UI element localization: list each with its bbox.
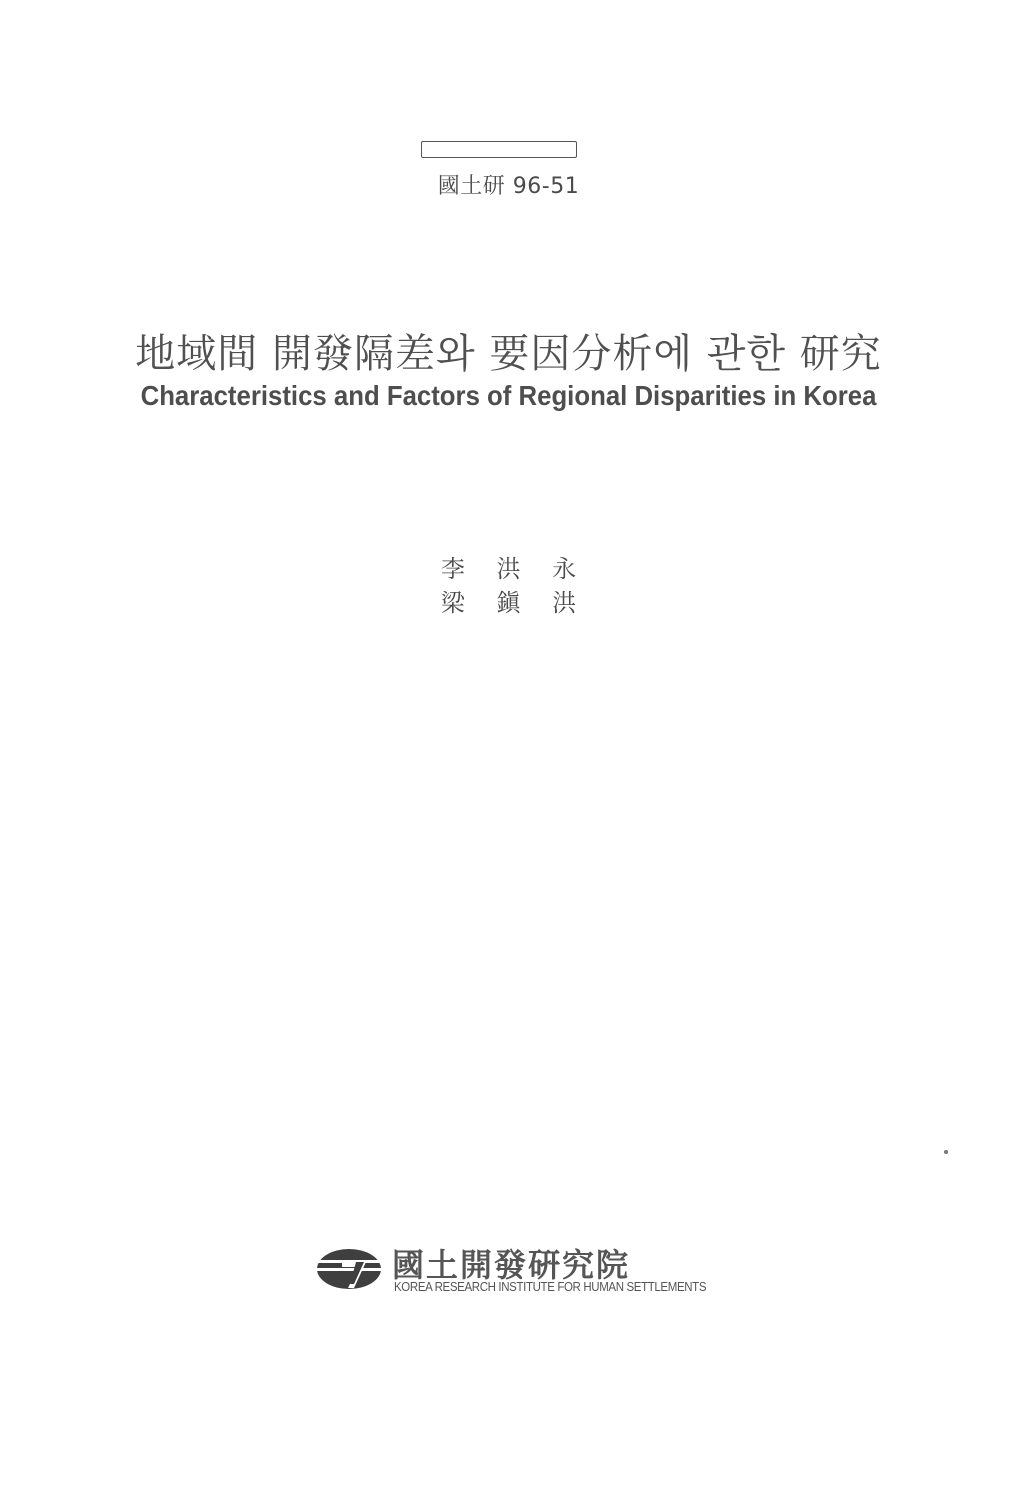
- title-english: Characteristics and Factors of Regional Disparities in Korea: [140, 380, 877, 411]
- scan-speck: [944, 1150, 948, 1154]
- korea-research-institute-logo-icon: [316, 1248, 382, 1290]
- publisher-logo: [316, 1240, 707, 1300]
- title-korean: 地域間 開發隔差와 要因分析에 관한 研究: [135, 331, 882, 377]
- author-name: 李 洪 永: [440, 555, 589, 583]
- author-list: [0, 552, 1017, 620]
- report-number-box: [421, 141, 577, 158]
- report-number: 國土研 96-51: [437, 174, 580, 199]
- author-name: 梁 鎭 洪: [440, 589, 589, 617]
- publisher-name-korean: 國土開發硏究院: [392, 1246, 631, 1284]
- publisher-name-english: KOREA RESEARCH INSTITUTE FOR HUMAN SETTLEMENTS: [394, 1280, 707, 1294]
